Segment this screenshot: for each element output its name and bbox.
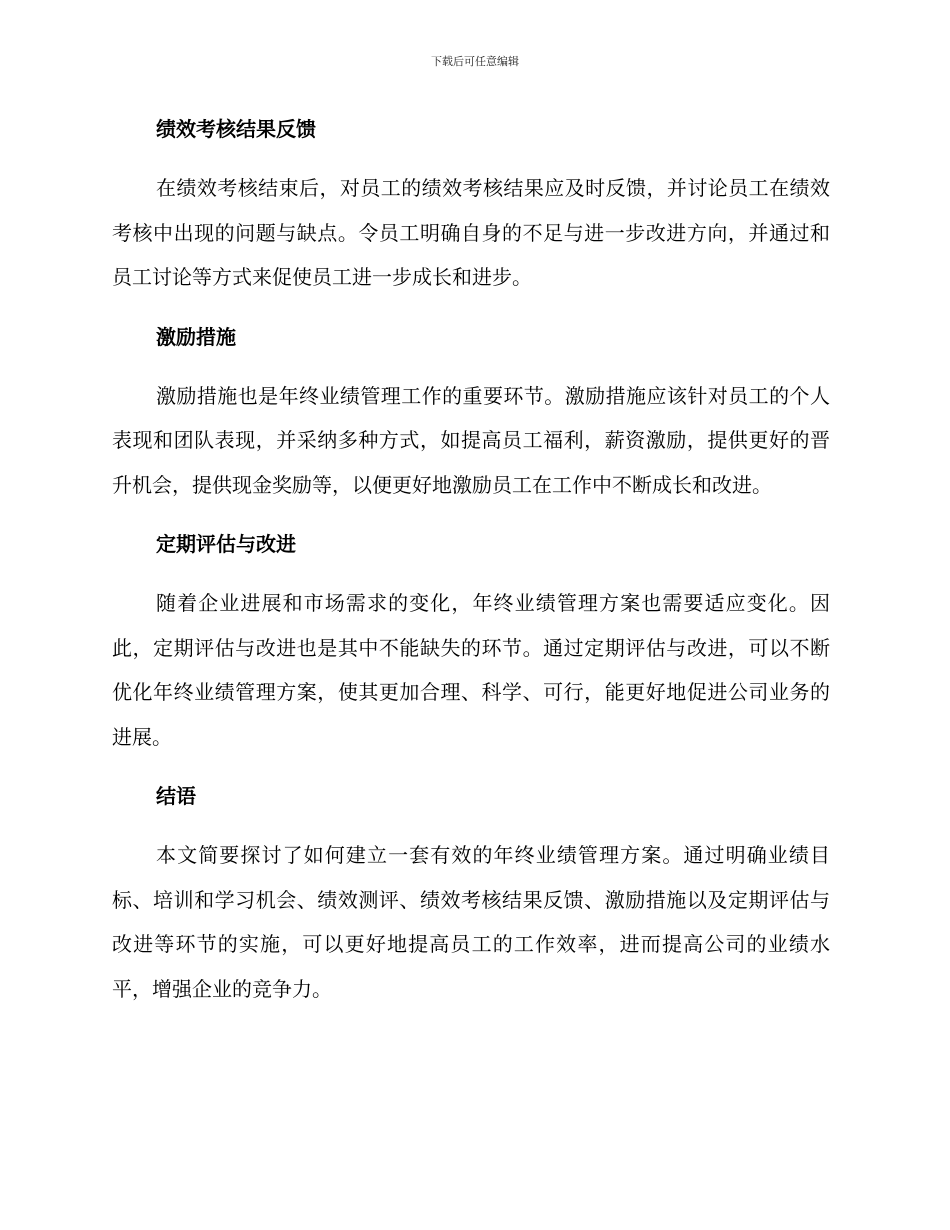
- section-paragraph: 随着企业进展和市场需求的变化，年终业绩管理方案也需要适应变化。因此，定期评估与改进也是其中不能缺失的环节。通过定期评估与改进，可以不断优化年终业绩管理方案，使其更加合理、科学、可行，能更好地促进公司业务的进展。: [112, 591, 830, 749]
- section-periodic-review: [112, 527, 830, 759]
- section-performance-feedback: [112, 112, 830, 300]
- section-paragraph: 激励措施也是年终业绩管理工作的重要环节。激励措施应该针对员工的个人表现和团队表现，并采纳多种方式，如提高员工福利，薪资激励，提供更好的晋升机会，提供现金奖励等，以便更好地激励员工在工作中不断成长和改进。: [112, 383, 830, 497]
- section-heading: 定期评估与改进: [156, 532, 296, 556]
- section-heading: 激励措施: [156, 324, 236, 349]
- section-heading: 结语: [156, 784, 196, 808]
- section-incentives: [112, 320, 830, 508]
- section-paragraph: 在绩效考核结束后，对员工的绩效考核结果应及时反馈，并讨论员工在绩效考核中出现的问题与缺点。令员工明确自身的不足与进一步改进方向，并通过和员工讨论等方式来促使员工进一步成长和进步。: [112, 176, 830, 289]
- document-body: [112, 112, 830, 1011]
- section-heading: 绩效考核结果反馈: [156, 117, 316, 141]
- section-paragraph: 本文简要探讨了如何建立一套有效的年终业绩管理方案。通过明确业绩目标、培训和学习机会、绩效测评、绩效考核结果反馈、激励措施以及定期评估与改进等环节的实施，可以更好地提高员工的工作效率，进而提高公司的业绩水平，增强企业的竞争力。: [112, 843, 830, 1001]
- page-header-note: 下载后可任意编辑: [431, 55, 519, 68]
- section-conclusion: [112, 779, 830, 1011]
